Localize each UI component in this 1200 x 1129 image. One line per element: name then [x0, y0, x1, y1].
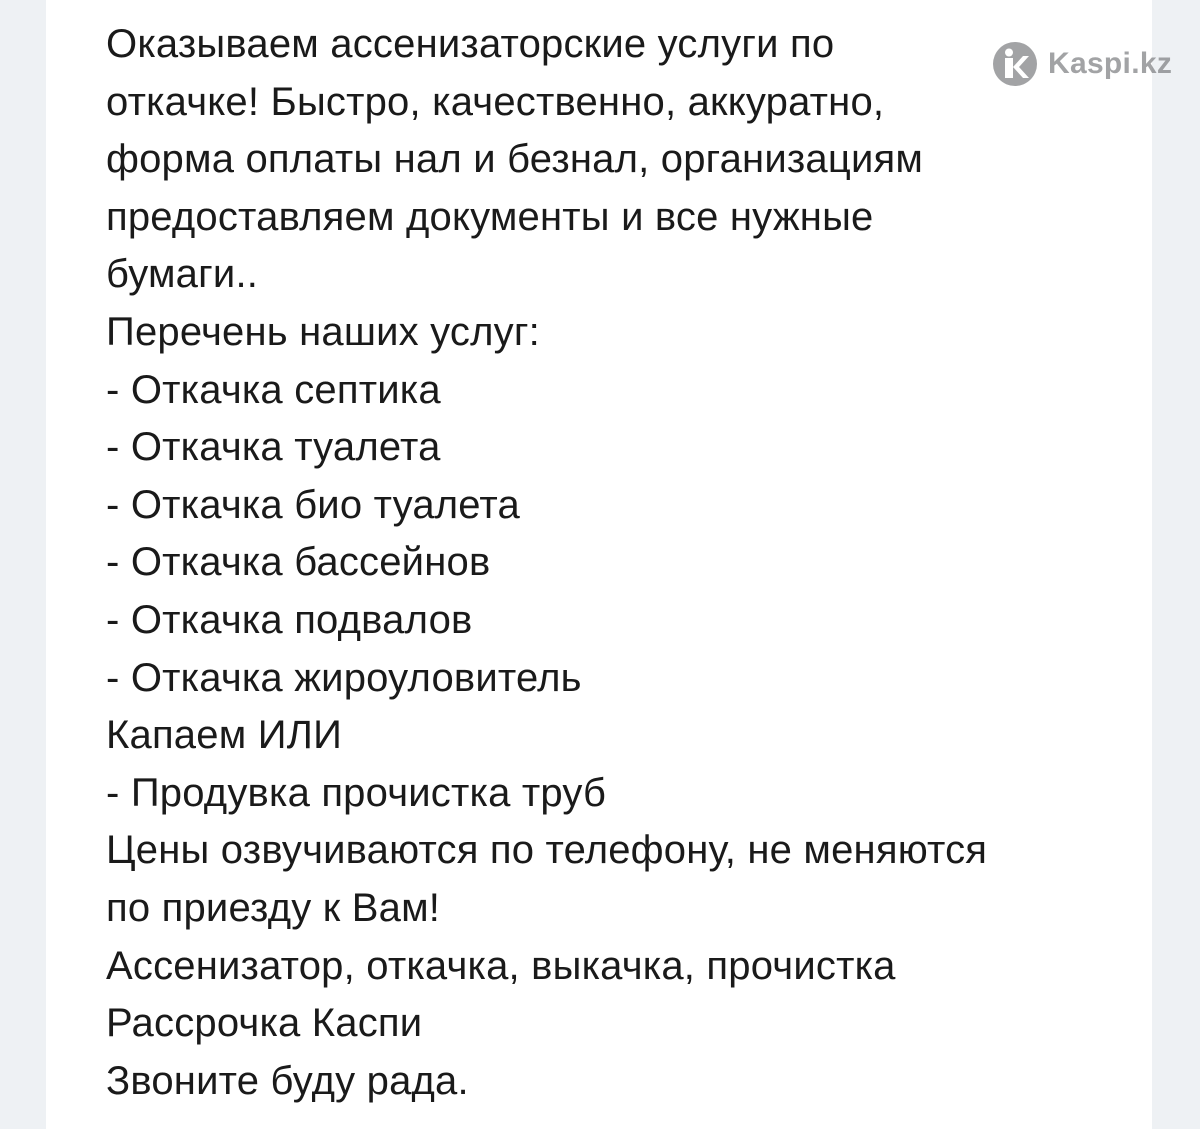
service-item: - Продувка прочистка труб: [106, 770, 607, 815]
description-line: Капаем ИЛИ: [106, 713, 343, 758]
service-item: - Откачка бассейнов: [106, 540, 491, 585]
description-line: форма оплаты нал и безнал, организациям: [106, 137, 924, 182]
services-heading: Перечень наших услуг:: [106, 309, 540, 354]
description-line: предоставляем документы и все нужные: [106, 194, 874, 239]
description-line: бумаги..: [106, 252, 259, 297]
description-line: по приезду к Вам!: [106, 885, 441, 930]
ad-description-text: [106, 16, 1126, 1110]
description-line: откачке! Быстро, качественно, аккуратно,: [106, 79, 885, 124]
service-item: - Откачка био туалета: [106, 482, 520, 527]
keywords-line: Ассенизатор, откачка, выкачка, прочистка: [106, 943, 896, 988]
description-line: Оказываем ассенизаторские услуги по: [106, 22, 835, 66]
ad-description-card: [46, 0, 1173, 1129]
description-line: Цены озвучиваются по телефону, не меняются: [106, 828, 988, 873]
call-to-action-line: Звоните буду рада.: [106, 1058, 469, 1103]
watermark-text: Kaspi.kz: [1048, 47, 1173, 80]
service-item: - Откачка жироуловитель: [106, 655, 582, 700]
installment-line: Рассрочка Каспи: [106, 1001, 423, 1046]
service-item: - Откачка септика: [106, 367, 441, 412]
service-item: - Откачка подвалов: [106, 597, 473, 642]
service-item: - Откачка туалета: [106, 425, 441, 470]
